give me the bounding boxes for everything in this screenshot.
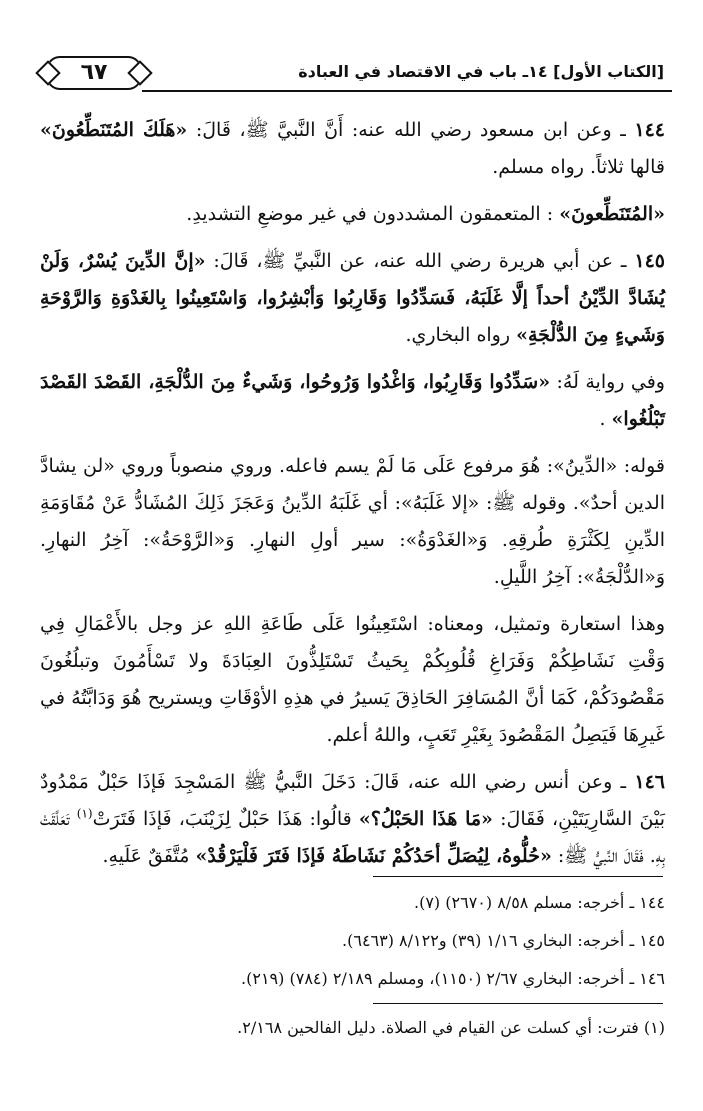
commentary-paragraph-1: قوله: «الدِّينُ»: هُوَ مرفوع عَلَى مَا لَمْ يسم فاعله. وروي منصوباً وروي «لن يشادَّ الدين أحدٌ». وقوله ﷺ: «إلا غَلَبَهُ»: أي غَلَبَهُ الدِّينُ وَعَجَزَ ذَلِكَ المُشَادُّ عَنْ مُقَاوَمَةِ الدِّينِ لِكَثْرَةِ طُرقِهِ. وَ«الغَدْوَةُ»: سير أولِ النهارِ. وَ«الرَّوْحَةُ»: آخِرُ النهارِ. وَ«الدُّلْجَةُ»: آخِرُ اللَّيلِ. <box>40 455 665 588</box>
gloss-text: : المتعمقون المشددون في غير موضعِ التشديدِ. <box>186 203 554 225</box>
hadith-number: ١٤٤ <box>634 119 665 141</box>
hadith-quote: «إنَّ الدِّينَ يُسْرٌ، وَلَنْ يُشَادَّ الدِّيْنُ أحداً إلَّا غَلَبَهُ، فَسَدِّدُوا وَقَارِبُوا وَأبْشِرُوا، وَاسْتَعِينُوا بِالغَدْوَةِ وَالرَّوْحَةِ وَشَيءٍ مِنَ الدُّلْجَةِ» <box>40 250 665 346</box>
page-header <box>32 48 672 94</box>
takhrij-rule <box>373 876 663 877</box>
hadith-number: ١٤٦ <box>634 771 665 793</box>
hadith-146 <box>40 764 665 875</box>
commentary-paragraph-2: وهذا استعارة وتمثيل، ومعناه: اسْتَعِينُوا عَلَى طَاعَةِ اللهِ عز وجل بالأَعْمَالِ فِي وَقْتِ نَشَاطِكُمْ وَفَرَاغِ قُلُوبِكُمْ بِحَيثُ تَسْتَلِذُّونَ العِبَادَةَ ولا تَسْأَمُونَ وتبلُغُونَ مَقْصُودَكُمْ، كَمَا أنَّ المُسَافِرَ الحَاذِقَ يَسيرُ في هذِهِ الأوْقَاتِ ويستريح هُوَ وَدَابَّتُهُ في غَيرِهَا فَيَصِلُ المَقْصُودَ بِغَيْرِ تَعَبٍ، واللهُ أعلم. <box>40 613 665 746</box>
hadith-tail: رواه البخاري. <box>405 324 511 346</box>
footnote-item: (١) فترت: أي كسلت عن القيام في الصلاة. دليل الفالحين ٢/١٦٨. <box>237 1018 665 1037</box>
hadith-tail: قالها ثلاثاً. رواه مسلم. <box>492 156 665 178</box>
hadith-quote: «مَا هَذَا الحَبْلُ؟» <box>358 808 493 830</box>
hadith-text: تَعَلَّقَتْ بِهِ. فَقَالَ النَّبيُّ ﷺ: <box>40 808 665 867</box>
hadith-text: ـ وعن أنس رضي الله عنه، قَالَ: دَخَلَ النَّبيُّ ﷺ المَسْجِدَ فَإذَا حَبْلٌ مَمْدُودٌ بَيْنَ السَّارِيَتَيْنِ، فَقَالَ: <box>40 771 665 830</box>
main-text <box>40 112 665 885</box>
hadith-intro: ـ عن أبي هريرة رضي الله عنه، عن النَّبيِّ ﷺ، قَالَ: <box>205 250 627 272</box>
gloss-144 <box>40 196 665 233</box>
hadith-145 <box>40 243 665 354</box>
page-number: ٦٧ <box>46 56 142 90</box>
hadith-number: ١٤٥ <box>634 250 665 272</box>
chapter-title: [الكتاب الأول] ١٤ـ باب في الاقتصاد في العبادة <box>298 62 664 81</box>
gloss-term: «المُتَنَطِّعونَ» <box>559 203 665 225</box>
header-rule <box>142 90 672 92</box>
hadith-144 <box>40 112 665 186</box>
riwaya-145 <box>40 364 665 438</box>
footnote-marker: (١) <box>76 806 93 821</box>
takhrij-item: ١٤٥ ـ أخرجه: البخاري ١/١٦ (٣٩) و٨/١٢٢ (٦٤٦٣). <box>342 931 665 950</box>
takhrij-item: ١٤٤ ـ أخرجه: مسلم ٨/٥٨ (٢٦٧٠) (٧). <box>414 893 665 912</box>
hadith-quote: «هَلَكَ المُتَنَطِّعُونَ» <box>40 119 188 141</box>
hadith-quote: «حُلُّوهُ، لِيُصَلِّ أحَدُكُمْ نَشَاطَهُ فَإذَا فَتَرَ فَلْيَرْقُدْ» <box>195 845 552 867</box>
hadith-text: قالُوا: هَذَا حَبْلٌ لِزَيْنَبَ، فَإذَا فَتَرَتْ <box>92 808 352 830</box>
riwaya-intro: وفي رواية لَهُ: <box>550 371 665 393</box>
footnote-rule <box>373 1003 663 1004</box>
takhrij-item: ١٤٦ ـ أخرجه: البخاري ٢/٦٧ (١١٥٠)، ومسلم ٢/١٨٩ (٧٨٤) (٢١٩). <box>241 969 665 988</box>
footnote-list <box>40 1018 665 1056</box>
hadith-tail: مُتَّفَقٌ عَلَيهِ. <box>102 845 190 867</box>
riwaya-quote: «سَدِّدُوا وَقَارِبُوا، وَاغْدُوا وَرُوحُوا، وَشَيءٌ مِنَ الدُّلْجَةِ، القَصْدَ القَصْدَ تَبْلُغُوا» <box>40 371 665 430</box>
takhrij-list <box>40 893 665 1007</box>
riwaya-tail: . <box>599 408 606 430</box>
hadith-intro: ـ وعن ابن مسعود رضي الله عنه: أَنَّ النَّبيَّ ﷺ، قَالَ: <box>187 119 626 141</box>
